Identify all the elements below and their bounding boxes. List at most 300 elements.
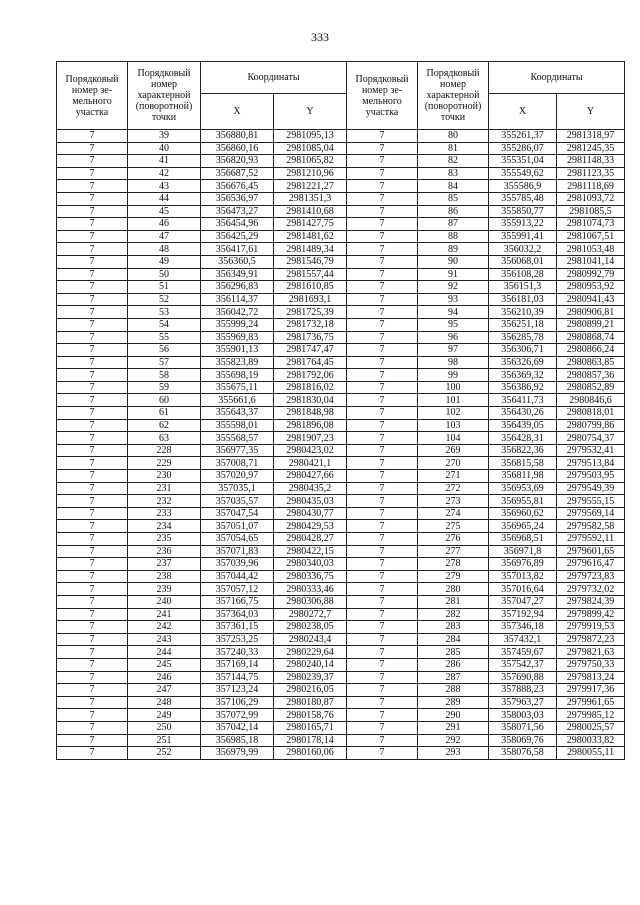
table-row — [57, 621, 625, 634]
cell-x-right: 356976,89 — [489, 558, 557, 571]
cell-x-right: 356210,39 — [489, 306, 557, 319]
cell-y-right: 2981041,14 — [557, 255, 625, 268]
cell-y-left: 2980243,4 — [274, 633, 347, 646]
cell-parcel-right: 7 — [347, 457, 418, 470]
cell-x-right: 355286,07 — [489, 142, 557, 155]
cell-parcel-right: 7 — [347, 192, 418, 205]
cell-x-left: 356425,29 — [201, 230, 274, 243]
cell-x-left: 357144,75 — [201, 671, 274, 684]
cell-y-left: 2980333,46 — [274, 583, 347, 596]
cell-x-left: 356349,91 — [201, 268, 274, 281]
cell-y-left: 2981481,62 — [274, 230, 347, 243]
cell-point-right: 279 — [418, 570, 489, 583]
table-row — [57, 167, 625, 180]
table-row — [57, 482, 625, 495]
cell-parcel-left: 7 — [57, 432, 128, 445]
cell-point-left: 248 — [128, 696, 201, 709]
cell-parcel-right: 7 — [347, 306, 418, 319]
cell-x-left: 356979,99 — [201, 747, 274, 760]
cell-parcel-right: 7 — [347, 558, 418, 571]
cell-point-left: 48 — [128, 243, 201, 256]
cell-parcel-left: 7 — [57, 369, 128, 382]
cell-parcel-left: 7 — [57, 646, 128, 659]
cell-x-left: 356536,97 — [201, 192, 274, 205]
cell-parcel-right: 7 — [347, 621, 418, 634]
cell-parcel-left: 7 — [57, 167, 128, 180]
cell-parcel-right: 7 — [347, 646, 418, 659]
cell-y-right: 2980899,21 — [557, 318, 625, 331]
cell-y-right: 2980857,36 — [557, 369, 625, 382]
cell-x-left: 355643,37 — [201, 407, 274, 420]
cell-parcel-left: 7 — [57, 558, 128, 571]
cell-parcel-left: 7 — [57, 394, 128, 407]
cell-y-left: 2980240,14 — [274, 658, 347, 671]
cell-point-right: 293 — [418, 747, 489, 760]
cell-y-left: 2981085,04 — [274, 142, 347, 155]
table-row — [57, 142, 625, 155]
header-parcel-right: Порядковый номер зе-мельного участка — [347, 62, 418, 130]
cell-x-left: 356880,81 — [201, 130, 274, 143]
cell-y-right: 2980025,57 — [557, 721, 625, 734]
cell-parcel-right: 7 — [347, 507, 418, 520]
table-row — [57, 696, 625, 709]
table-row — [57, 192, 625, 205]
cell-x-right: 356386,92 — [489, 381, 557, 394]
cell-point-right: 283 — [418, 621, 489, 634]
cell-x-left: 357035,57 — [201, 495, 274, 508]
cell-point-left: 245 — [128, 658, 201, 671]
cell-y-left: 2980158,76 — [274, 709, 347, 722]
cell-point-right: 82 — [418, 155, 489, 168]
cell-point-right: 81 — [418, 142, 489, 155]
cell-y-right: 2980941,43 — [557, 293, 625, 306]
cell-y-right: 2979961,65 — [557, 696, 625, 709]
table-row — [57, 470, 625, 483]
cell-point-right: 102 — [418, 407, 489, 420]
cell-parcel-right: 7 — [347, 470, 418, 483]
cell-parcel-left: 7 — [57, 205, 128, 218]
cell-x-right: 357047,27 — [489, 595, 557, 608]
cell-x-left: 357071,83 — [201, 545, 274, 558]
cell-y-left: 2980178,14 — [274, 734, 347, 747]
cell-x-right: 356965,24 — [489, 520, 557, 533]
cell-x-right: 355549,62 — [489, 167, 557, 180]
cell-parcel-left: 7 — [57, 243, 128, 256]
cell-parcel-right: 7 — [347, 734, 418, 747]
cell-parcel-left: 7 — [57, 281, 128, 294]
cell-parcel-right: 7 — [347, 155, 418, 168]
cell-y-right: 2980992,79 — [557, 268, 625, 281]
cell-point-right: 83 — [418, 167, 489, 180]
cell-parcel-left: 7 — [57, 633, 128, 646]
cell-point-left: 246 — [128, 671, 201, 684]
cell-y-left: 2980429,53 — [274, 520, 347, 533]
cell-y-right: 2981085,5 — [557, 205, 625, 218]
cell-point-left: 244 — [128, 646, 201, 659]
cell-y-right: 2980754,37 — [557, 432, 625, 445]
cell-parcel-right: 7 — [347, 696, 418, 709]
cell-y-right: 2979917,36 — [557, 684, 625, 697]
table-row — [57, 344, 625, 357]
cell-x-right: 356822,36 — [489, 444, 557, 457]
cell-y-left: 2980239,37 — [274, 671, 347, 684]
table-row — [57, 709, 625, 722]
cell-parcel-right: 7 — [347, 218, 418, 231]
table-row — [57, 457, 625, 470]
table-row — [57, 558, 625, 571]
cell-parcel-right: 7 — [347, 281, 418, 294]
cell-point-right: 85 — [418, 192, 489, 205]
cell-y-right: 2981118,69 — [557, 180, 625, 193]
table-row — [57, 218, 625, 231]
cell-y-left: 2981896,08 — [274, 419, 347, 432]
cell-x-left: 356860,16 — [201, 142, 274, 155]
cell-point-right: 292 — [418, 734, 489, 747]
cell-point-left: 41 — [128, 155, 201, 168]
cell-y-left: 2980423,02 — [274, 444, 347, 457]
cell-parcel-left: 7 — [57, 130, 128, 143]
table-row — [57, 230, 625, 243]
cell-point-right: 90 — [418, 255, 489, 268]
cell-parcel-right: 7 — [347, 533, 418, 546]
table-row — [57, 507, 625, 520]
cell-x-right: 355785,48 — [489, 192, 557, 205]
table-row — [57, 331, 625, 344]
cell-x-right: 356815,58 — [489, 457, 557, 470]
cell-parcel-left: 7 — [57, 142, 128, 155]
cell-point-right: 86 — [418, 205, 489, 218]
table-row — [57, 268, 625, 281]
cell-x-right: 356251,18 — [489, 318, 557, 331]
cell-parcel-right: 7 — [347, 293, 418, 306]
cell-point-right: 281 — [418, 595, 489, 608]
cell-x-right: 355261,37 — [489, 130, 557, 143]
cell-y-left: 2981546,79 — [274, 255, 347, 268]
coordinates-table — [56, 61, 625, 760]
cell-y-right: 2981123,35 — [557, 167, 625, 180]
cell-y-left: 2980272,7 — [274, 608, 347, 621]
cell-point-left: 250 — [128, 721, 201, 734]
cell-x-right: 358003,03 — [489, 709, 557, 722]
cell-parcel-right: 7 — [347, 180, 418, 193]
cell-y-left: 2980428,27 — [274, 533, 347, 546]
cell-point-left: 52 — [128, 293, 201, 306]
cell-y-right: 2980953,92 — [557, 281, 625, 294]
table-row — [57, 684, 625, 697]
cell-y-right: 2979513,84 — [557, 457, 625, 470]
cell-parcel-left: 7 — [57, 482, 128, 495]
cell-point-right: 282 — [418, 608, 489, 621]
cell-y-right: 2980868,74 — [557, 331, 625, 344]
cell-point-left: 42 — [128, 167, 201, 180]
cell-parcel-left: 7 — [57, 444, 128, 457]
cell-parcel-right: 7 — [347, 520, 418, 533]
cell-y-left: 2981764,45 — [274, 356, 347, 369]
cell-x-right: 355850,77 — [489, 205, 557, 218]
cell-point-left: 39 — [128, 130, 201, 143]
cell-y-right: 2980033,82 — [557, 734, 625, 747]
header-point-right: Порядковый номер характерной (поворотной) точки — [418, 62, 489, 130]
cell-x-left: 355969,83 — [201, 331, 274, 344]
cell-x-left: 357008,71 — [201, 457, 274, 470]
cell-y-right: 2979592,11 — [557, 533, 625, 546]
cell-point-left: 57 — [128, 356, 201, 369]
table-row — [57, 130, 625, 143]
cell-x-right: 357963,27 — [489, 696, 557, 709]
cell-x-right: 355586,9 — [489, 180, 557, 193]
cell-x-left: 357044,42 — [201, 570, 274, 583]
cell-x-right: 356971,8 — [489, 545, 557, 558]
cell-y-right: 2979821,63 — [557, 646, 625, 659]
cell-parcel-right: 7 — [347, 482, 418, 495]
cell-y-right: 2980863,85 — [557, 356, 625, 369]
cell-parcel-left: 7 — [57, 709, 128, 722]
cell-x-left: 356114,37 — [201, 293, 274, 306]
cell-parcel-right: 7 — [347, 545, 418, 558]
cell-parcel-left: 7 — [57, 268, 128, 281]
cell-x-right: 355351,04 — [489, 155, 557, 168]
cell-parcel-left: 7 — [57, 419, 128, 432]
cell-x-left: 356454,96 — [201, 218, 274, 231]
cell-point-right: 91 — [418, 268, 489, 281]
cell-point-left: 239 — [128, 583, 201, 596]
cell-point-left: 40 — [128, 142, 201, 155]
cell-y-left: 2981747,47 — [274, 344, 347, 357]
cell-y-left: 2981732,18 — [274, 318, 347, 331]
cell-parcel-left: 7 — [57, 306, 128, 319]
cell-x-right: 357192,94 — [489, 608, 557, 621]
cell-parcel-left: 7 — [57, 608, 128, 621]
cell-x-left: 356687,52 — [201, 167, 274, 180]
cell-parcel-right: 7 — [347, 356, 418, 369]
cell-point-right: 101 — [418, 394, 489, 407]
cell-x-right: 356326,69 — [489, 356, 557, 369]
cell-parcel-right: 7 — [347, 331, 418, 344]
cell-y-right: 2979549,39 — [557, 482, 625, 495]
cell-x-left: 356473,27 — [201, 205, 274, 218]
cell-x-left: 356985,18 — [201, 734, 274, 747]
cell-parcel-right: 7 — [347, 583, 418, 596]
table-row — [57, 671, 625, 684]
cell-point-right: 290 — [418, 709, 489, 722]
cell-x-right: 356960,62 — [489, 507, 557, 520]
cell-x-right: 356108,28 — [489, 268, 557, 281]
cell-parcel-left: 7 — [57, 318, 128, 331]
cell-x-right: 357690,88 — [489, 671, 557, 684]
cell-parcel-right: 7 — [347, 658, 418, 671]
cell-point-right: 286 — [418, 658, 489, 671]
cell-parcel-left: 7 — [57, 331, 128, 344]
cell-parcel-right: 7 — [347, 344, 418, 357]
cell-y-right: 2979750,33 — [557, 658, 625, 671]
cell-y-right: 2979723,83 — [557, 570, 625, 583]
cell-x-left: 356676,45 — [201, 180, 274, 193]
cell-point-left: 55 — [128, 331, 201, 344]
cell-parcel-left: 7 — [57, 545, 128, 558]
cell-point-left: 61 — [128, 407, 201, 420]
cell-x-right: 356369,32 — [489, 369, 557, 382]
table-row — [57, 646, 625, 659]
cell-y-left: 2981816,02 — [274, 381, 347, 394]
cell-point-right: 84 — [418, 180, 489, 193]
cell-point-left: 231 — [128, 482, 201, 495]
table-row — [57, 318, 625, 331]
cell-x-right: 356306,71 — [489, 344, 557, 357]
cell-x-right: 356411,73 — [489, 394, 557, 407]
cell-x-right: 356430,26 — [489, 407, 557, 420]
table-row — [57, 369, 625, 382]
cell-point-left: 53 — [128, 306, 201, 319]
cell-y-left: 2980422,15 — [274, 545, 347, 558]
cell-point-right: 96 — [418, 331, 489, 344]
cell-x-right: 355991,41 — [489, 230, 557, 243]
cell-point-left: 240 — [128, 595, 201, 608]
cell-parcel-right: 7 — [347, 570, 418, 583]
cell-y-left: 2981848,98 — [274, 407, 347, 420]
cell-parcel-left: 7 — [57, 356, 128, 369]
cell-x-left: 356296,83 — [201, 281, 274, 294]
cell-x-left: 356820,93 — [201, 155, 274, 168]
cell-x-left: 357364,03 — [201, 608, 274, 621]
cell-y-left: 2981095,13 — [274, 130, 347, 143]
cell-parcel-right: 7 — [347, 444, 418, 457]
cell-y-right: 2980818,01 — [557, 407, 625, 420]
cell-parcel-right: 7 — [347, 318, 418, 331]
cell-point-left: 51 — [128, 281, 201, 294]
cell-point-right: 288 — [418, 684, 489, 697]
cell-parcel-left: 7 — [57, 595, 128, 608]
cell-y-right: 2980846,6 — [557, 394, 625, 407]
cell-point-right: 93 — [418, 293, 489, 306]
cell-point-right: 285 — [418, 646, 489, 659]
cell-x-right: 357459,67 — [489, 646, 557, 659]
cell-point-left: 59 — [128, 381, 201, 394]
header-x-right: X — [489, 94, 557, 130]
cell-parcel-right: 7 — [347, 205, 418, 218]
cell-x-left: 357047,54 — [201, 507, 274, 520]
cell-y-right: 2980852,89 — [557, 381, 625, 394]
cell-y-left: 2981610,85 — [274, 281, 347, 294]
table-row — [57, 394, 625, 407]
table-row — [57, 155, 625, 168]
cell-y-left: 2981351,3 — [274, 192, 347, 205]
cell-y-right: 2979919,53 — [557, 621, 625, 634]
cell-point-left: 46 — [128, 218, 201, 231]
cell-y-left: 2980421,1 — [274, 457, 347, 470]
cell-parcel-left: 7 — [57, 684, 128, 697]
cell-parcel-right: 7 — [347, 142, 418, 155]
cell-point-right: 94 — [418, 306, 489, 319]
cell-parcel-left: 7 — [57, 293, 128, 306]
header-x-left: X — [201, 94, 274, 130]
cell-y-right: 2981245,35 — [557, 142, 625, 155]
cell-point-right: 98 — [418, 356, 489, 369]
cell-parcel-right: 7 — [347, 243, 418, 256]
cell-parcel-right: 7 — [347, 495, 418, 508]
cell-point-right: 95 — [418, 318, 489, 331]
cell-point-right: 89 — [418, 243, 489, 256]
cell-point-left: 249 — [128, 709, 201, 722]
cell-y-left: 2981693,1 — [274, 293, 347, 306]
cell-point-left: 230 — [128, 470, 201, 483]
cell-point-right: 274 — [418, 507, 489, 520]
cell-point-right: 289 — [418, 696, 489, 709]
cell-x-left: 357169,14 — [201, 658, 274, 671]
cell-y-right: 2979569,14 — [557, 507, 625, 520]
cell-point-right: 97 — [418, 344, 489, 357]
cell-y-left: 2980238,05 — [274, 621, 347, 634]
cell-y-left: 2980435,03 — [274, 495, 347, 508]
table-row — [57, 495, 625, 508]
cell-parcel-left: 7 — [57, 470, 128, 483]
cell-point-right: 100 — [418, 381, 489, 394]
cell-x-left: 357361,15 — [201, 621, 274, 634]
cell-y-right: 2980866,24 — [557, 344, 625, 357]
cell-point-left: 235 — [128, 533, 201, 546]
cell-point-left: 56 — [128, 344, 201, 357]
cell-x-left: 357123,24 — [201, 684, 274, 697]
cell-parcel-left: 7 — [57, 658, 128, 671]
header-point-left: Порядковый номер характерной (поворотной) точки — [128, 62, 201, 130]
cell-y-left: 2980229,64 — [274, 646, 347, 659]
cell-point-left: 243 — [128, 633, 201, 646]
table-row — [57, 432, 625, 445]
cell-parcel-right: 7 — [347, 684, 418, 697]
cell-parcel-left: 7 — [57, 507, 128, 520]
cell-point-left: 237 — [128, 558, 201, 571]
cell-parcel-left: 7 — [57, 218, 128, 231]
cell-point-right: 103 — [418, 419, 489, 432]
cell-y-left: 2980427,66 — [274, 470, 347, 483]
cell-point-right: 80 — [418, 130, 489, 143]
cell-point-right: 272 — [418, 482, 489, 495]
cell-parcel-right: 7 — [347, 130, 418, 143]
cell-y-left: 2980180,87 — [274, 696, 347, 709]
cell-x-left: 357051,07 — [201, 520, 274, 533]
cell-x-right: 357888,23 — [489, 684, 557, 697]
table-row — [57, 255, 625, 268]
cell-point-right: 278 — [418, 558, 489, 571]
cell-y-left: 2981792,06 — [274, 369, 347, 382]
cell-x-right: 357542,37 — [489, 658, 557, 671]
cell-parcel-right: 7 — [347, 407, 418, 420]
cell-point-right: 271 — [418, 470, 489, 483]
cell-parcel-right: 7 — [347, 394, 418, 407]
table-header — [57, 62, 625, 130]
table-row — [57, 180, 625, 193]
cell-y-right: 2981318,97 — [557, 130, 625, 143]
cell-y-left: 2981830,04 — [274, 394, 347, 407]
cell-point-right: 276 — [418, 533, 489, 546]
cell-x-left: 356360,5 — [201, 255, 274, 268]
cell-parcel-left: 7 — [57, 747, 128, 760]
cell-y-right: 2980799,86 — [557, 419, 625, 432]
cell-parcel-right: 7 — [347, 671, 418, 684]
cell-y-right: 2979985,12 — [557, 709, 625, 722]
table-row — [57, 293, 625, 306]
cell-point-left: 54 — [128, 318, 201, 331]
cell-parcel-left: 7 — [57, 621, 128, 634]
cell-parcel-left: 7 — [57, 583, 128, 596]
header-y-right: Y — [557, 94, 625, 130]
cell-x-left: 355598,01 — [201, 419, 274, 432]
cell-y-left: 2981427,75 — [274, 218, 347, 231]
cell-y-right: 2979532,41 — [557, 444, 625, 457]
cell-point-right: 291 — [418, 721, 489, 734]
cell-y-left: 2981410,68 — [274, 205, 347, 218]
cell-y-right: 2979555,15 — [557, 495, 625, 508]
cell-point-left: 47 — [128, 230, 201, 243]
